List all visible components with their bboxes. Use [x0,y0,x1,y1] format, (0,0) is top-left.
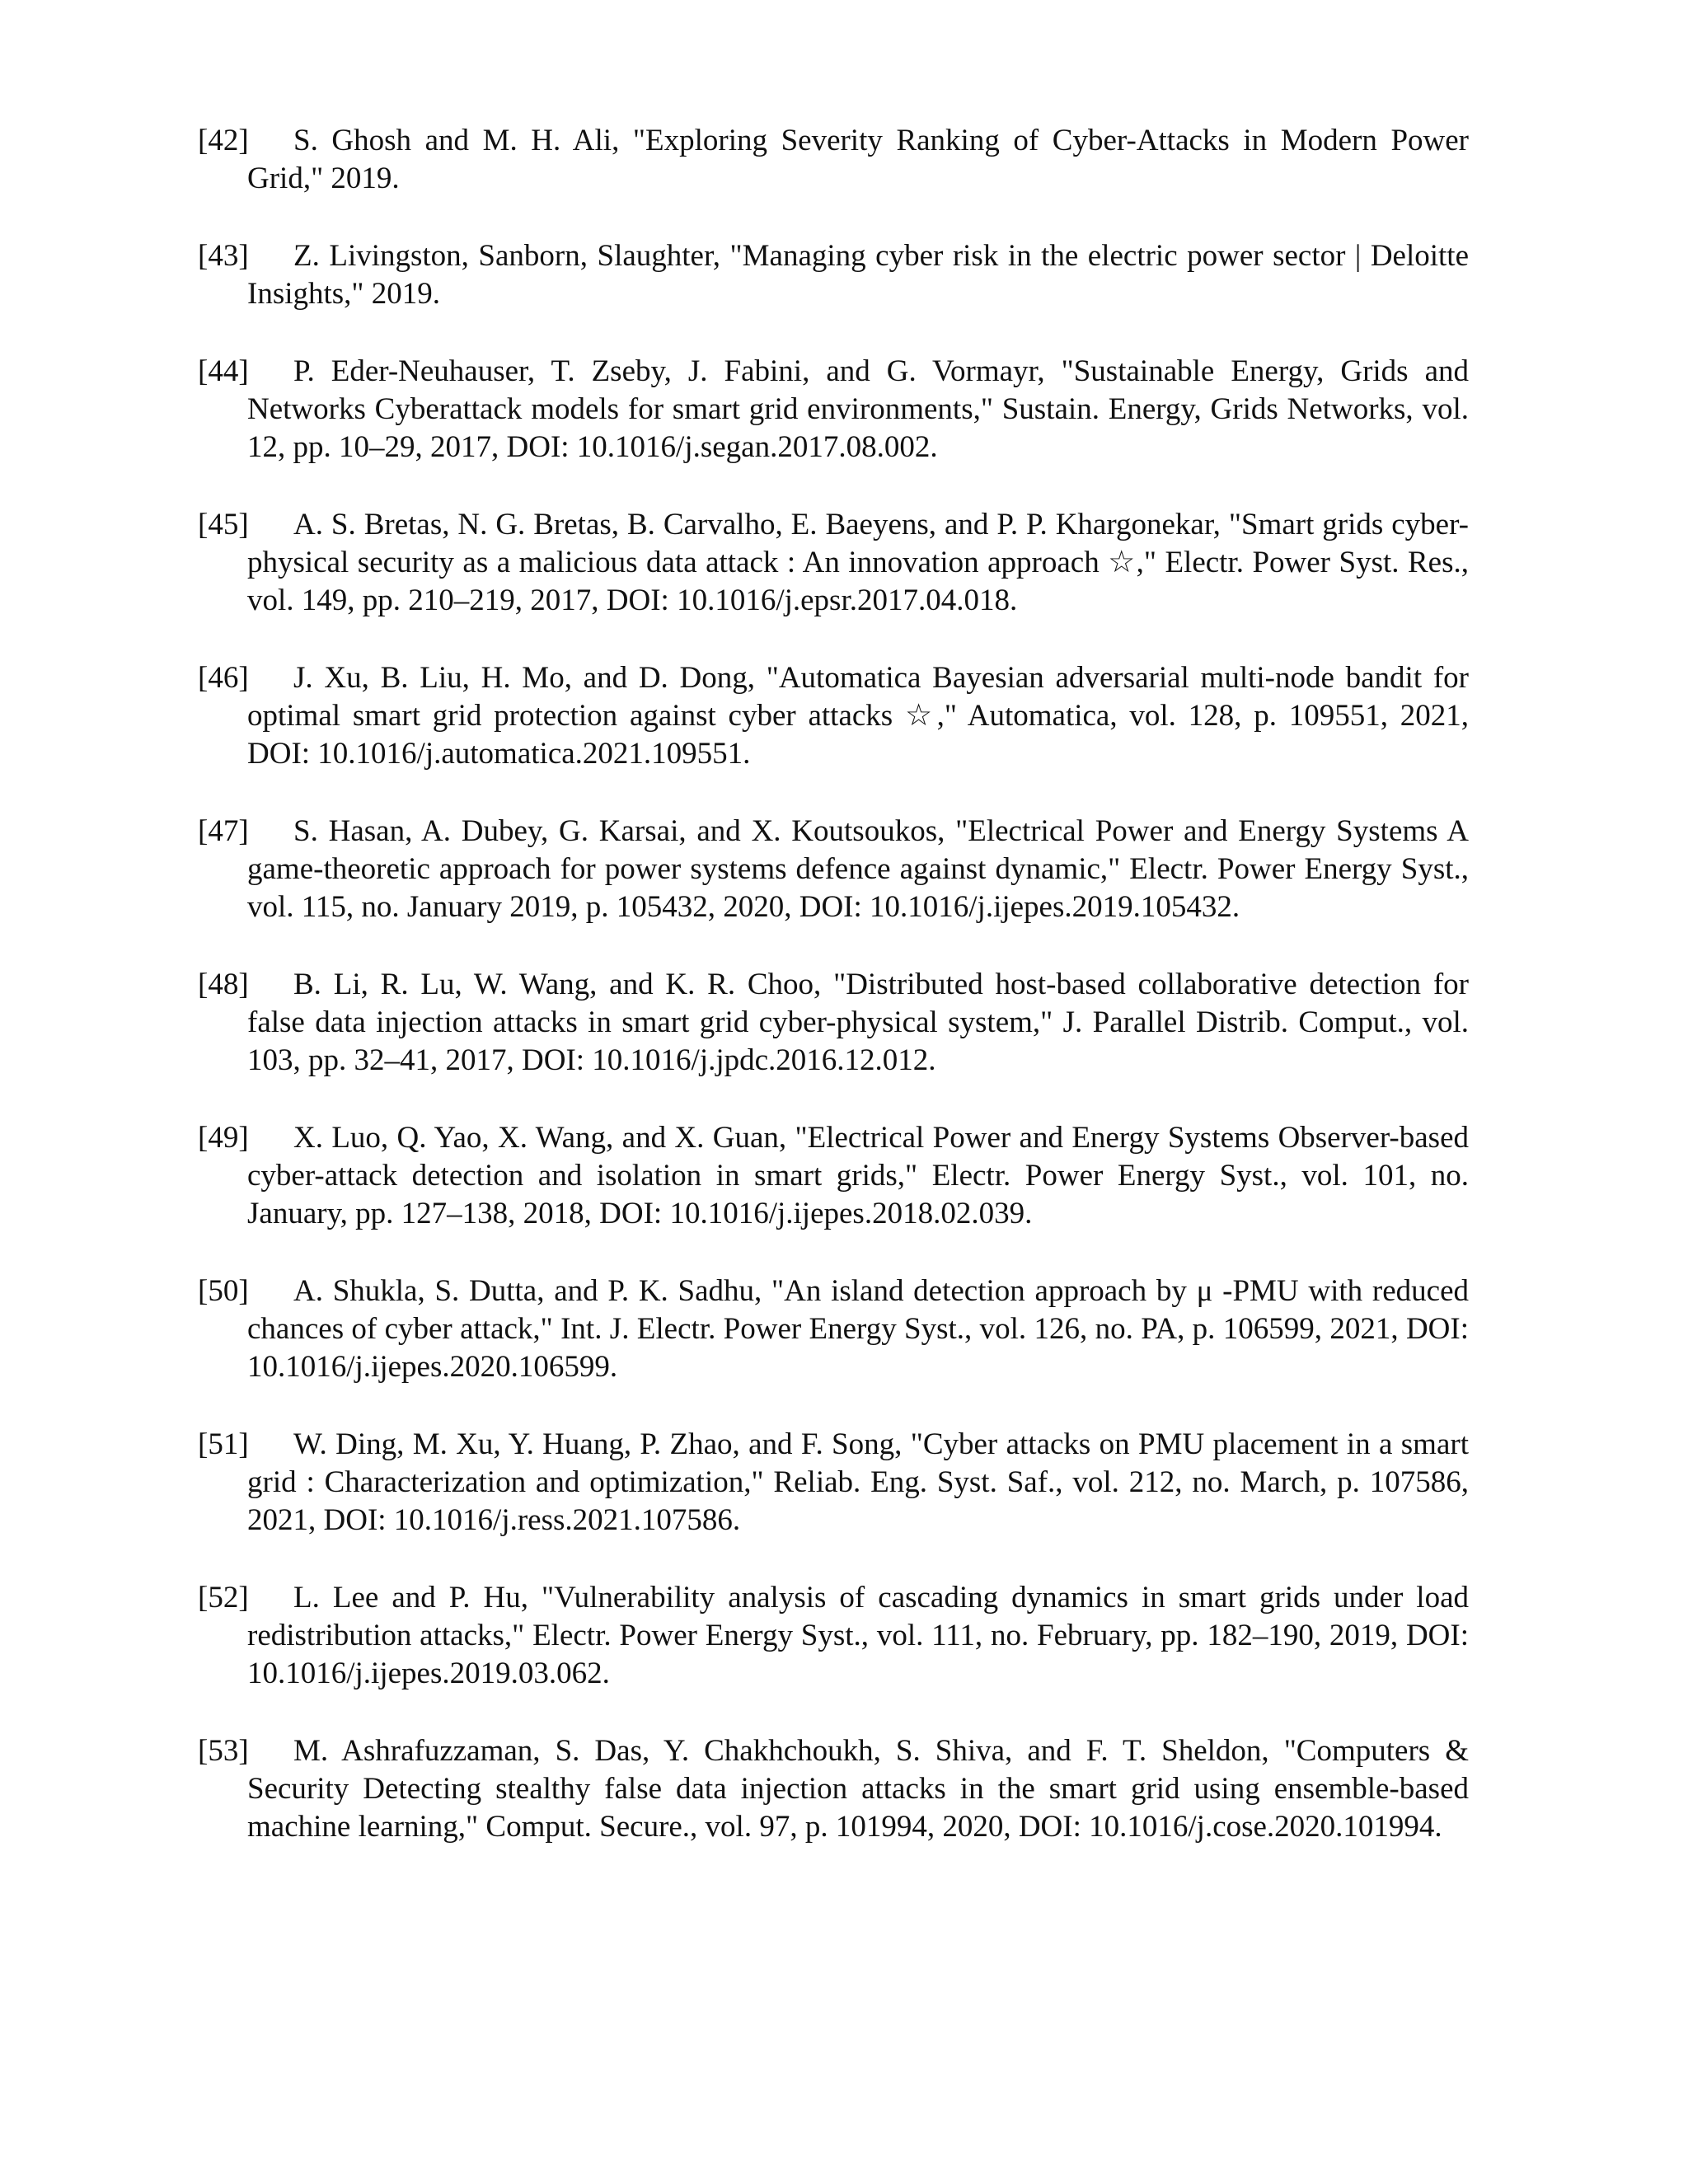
reference-number: [48] [198,968,249,1001]
reference-text: X. Luo, Q. Yao, X. Wang, and X. Guan, "Electrical Power and Energy Systems Observer-based cyber-attack detection and isolation in smart grids," Electr. Power Energy Syst., vol. 101, no. January, pp. 127–138, 2018, DOI: 10.1016/j.ijepes.2018.02.039. [247,1121,1469,1230]
reference-item-43 [198,237,1469,313]
reference-number: [43] [198,239,249,273]
reference-item-52 [198,1579,1469,1693]
reference-number: [42] [198,124,249,157]
reference-text: M. Ashrafuzzaman, S. Das, Y. Chakhchoukh, S. Shiva, and F. T. Sheldon, "Computers & Security Detecting stealthy false data injection attacks in the smart grid using ensemble-based machine learning," Comput. Secure., vol. 97, p. 101994, 2020, DOI: 10.1016/j.cose.2020.101994. [247,1734,1469,1844]
reference-text: S. Hasan, A. Dubey, G. Karsai, and X. Koutsoukos, "Electrical Power and Energy Systems A game-theoretic approach for power systems defence against dynamic," Electr. Power Energy Syst., vol. 115, no. January 2019, p. 105432, 2020, DOI: 10.1016/j.ijepes.2019.105432. [247,814,1469,924]
reference-text: P. Eder-Neuhauser, T. Zseby, J. Fabini, and G. Vormayr, "Sustainable Energy, Grids and Networks Cyberattack models for smart grid environments," Sustain. Energy, Grids Networks, vol. 12, pp. 10–29, 2017, DOI: 10.1016/j.segan.2017.08.002. [247,354,1469,464]
reference-text: Z. Livingston, Sanborn, Slaughter, "Managing cyber risk in the electric power sector | Deloitte Insights," 2019. [247,239,1469,311]
reference-number: [47] [198,814,249,848]
reference-number: [52] [198,1581,249,1615]
reference-number: [46] [198,661,249,695]
reference-list [198,122,1469,1886]
reference-number: [49] [198,1121,249,1155]
reference-number: [45] [198,508,249,541]
reference-text: W. Ding, M. Xu, Y. Huang, P. Zhao, and F. Song, "Cyber attacks on PMU placement in a smart grid : Characterization and optimization," Reliab. Eng. Syst. Saf., vol. 212, no. March, p. 107586, 2021, DOI: 10.1016/j.ress.2021.107586. [247,1427,1469,1537]
reference-text: S. Ghosh and M. H. Ali, "Exploring Severity Ranking of Cyber-Attacks in Modern Power Grid," 2019. [247,124,1469,195]
reference-item-48 [198,966,1469,1080]
reference-item-42 [198,122,1469,198]
reference-item-46 [198,659,1469,773]
reference-item-47 [198,813,1469,926]
reference-item-53 [198,1732,1469,1846]
reference-text: B. Li, R. Lu, W. Wang, and K. R. Choo, "Distributed host-based collaborative detection for false data injection attacks in smart grid cyber-physical system," J. Parallel Distrib. Comput., vol. 103, pp. 32–41, 2017, DOI: 10.1016/j.jpdc.2016.12.012. [247,968,1469,1077]
reference-item-51 [198,1426,1469,1540]
reference-text: A. S. Bretas, N. G. Bretas, B. Carvalho, E. Baeyens, and P. P. Khargonekar, "Smart grids cyber-physical security as a malicious data attack : An innovation approach ☆," Electr. Power Syst. Res., vol. 149, pp. 210–219, 2017, DOI: 10.1016/j.epsr.2017.04.018. [247,508,1469,617]
reference-number: [51] [198,1427,249,1461]
reference-number: [50] [198,1274,249,1308]
reference-text: J. Xu, B. Liu, H. Mo, and D. Dong, "Automatica Bayesian adversarial multi-node bandit for optimal smart grid protection against cyber attacks ☆," Automatica, vol. 128, p. 109551, 2021, DOI: 10.1016/j.automatica.2021.109551. [247,661,1469,771]
reference-item-49 [198,1119,1469,1233]
reference-item-45 [198,506,1469,620]
reference-number: [44] [198,354,249,388]
reference-text: L. Lee and P. Hu, "Vulnerability analysis of cascading dynamics in smart grids under load redistribution attacks," Electr. Power Energy Syst., vol. 111, no. February, pp. 182–190, 2019, DOI: 10.1016/j.ijepes.2019.03.062. [247,1581,1469,1690]
reference-item-44 [198,353,1469,466]
reference-text: A. Shukla, S. Dutta, and P. K. Sadhu, "An island detection approach by μ -PMU with reduced chances of cyber attack," Int. J. Electr. Power Energy Syst., vol. 126, no. PA, p. 106599, 2021, DOI: 10.1016/j.ijepes.2020.106599. [247,1274,1469,1384]
reference-item-50 [198,1272,1469,1386]
reference-number: [53] [198,1734,249,1768]
